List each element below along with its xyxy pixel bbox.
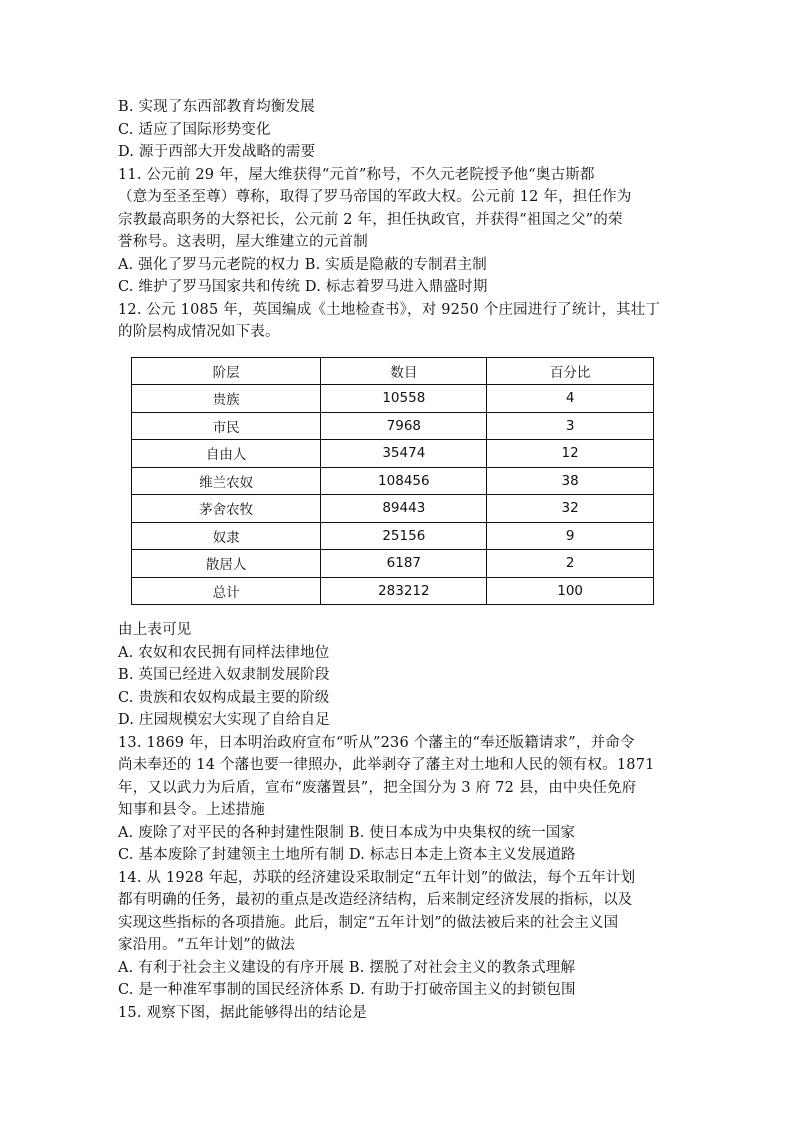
question-14-stem: 14. 从 1928 年起，苏联的经济建设采取制定“五年计划”的做法，每个五年计划 (118, 869, 636, 886)
table-cell: 9 (487, 522, 654, 550)
table-cell: 奴隶 (132, 522, 321, 550)
question-11-stem: 11. 公元前 29 年，屋大维获得“元首”称号，不久元老院授予他“奥古斯都 (118, 166, 595, 183)
question-12-stem: 12. 公元 1085 年，英国编成《土地检查书》，对 9250 个庄园进行了统计，其壮丁 (118, 301, 661, 318)
table-total-row (132, 577, 654, 605)
table-cell: 12 (487, 440, 654, 468)
table-cell: 7968 (321, 412, 487, 440)
option-line: A. 农奴和农民拥有同样法律地位 (118, 644, 330, 661)
table-cell: 10558 (321, 385, 487, 413)
question-15-stem: 15. 观察下图，据此能够得出的结论是 (118, 1004, 367, 1021)
option-line: C. 基本废除了封建领主土地所有制 D. 标志日本走上资本主义发展道路 (118, 847, 576, 863)
table-row (132, 467, 654, 495)
stratum-table-wrapper (131, 357, 654, 606)
text-line: C. 适应了国际形势变化 (118, 121, 271, 138)
table-row (132, 412, 654, 440)
table-cell: 283212 (321, 577, 487, 605)
option-line: B. 英国已经进入奴隶制发展阶段 (118, 667, 330, 683)
text-line: 尚未奉还的 14 个藩也要一律照办，此举剥夺了藩主对土地和人民的领有权。1871 (118, 757, 655, 773)
option-line: C. 贵族和农奴构成最主要的阶级 (118, 689, 330, 706)
text-block-top (118, 96, 698, 344)
text-line: A. 强化了罗马元老院的权力 B. 实质是隐蔽的专制君主制 (118, 256, 487, 273)
document-page (118, 96, 698, 1024)
table-cell: 32 (487, 495, 654, 523)
column-header: 阶层 (132, 357, 321, 385)
text-block-bottom (118, 619, 698, 1024)
text-line: B. 实现了东西部教育均衡发展 (118, 99, 315, 115)
text-line: C. 维护了罗马国家共和传统 D. 标志着罗马进入鼎盛时期 (118, 279, 488, 295)
option-line: D. 庄园规模宏大实现了自给自足 (118, 712, 331, 728)
text-line: 由上表可见 (118, 622, 192, 638)
table-row (132, 385, 654, 413)
table-cell: 贵族 (132, 385, 321, 413)
table-cell: 市民 (132, 412, 321, 440)
table-cell: 4 (487, 385, 654, 413)
text-line: 誉称号。这表明，屋大维建立的元首制 (118, 234, 368, 250)
text-line: 宗教最高职务的大祭祀长，公元前 2 年，担任执政官，并获得“祖国之父”的荣 (118, 211, 623, 228)
table-cell: 89443 (321, 495, 487, 523)
table-cell: 6187 (321, 550, 487, 578)
text-line: 年，又以武力为后盾，宣布“废藩置县”，把全国分为 3 府 72 县，由中央任免府 (118, 779, 637, 796)
question-13-stem: 13. 1869 年，日本明治政府宣布“听从”236 个藩主的“奉还版籍请求”，并命令 (118, 734, 635, 751)
text-line: （意为至圣至尊）尊称，取得了罗马帝国的军政大权。公元前 12 年，担任作为 (118, 189, 632, 205)
table-cell: 25156 (321, 522, 487, 550)
table-cell: 100 (487, 577, 654, 605)
table-cell: 自由人 (132, 440, 321, 468)
text-line: D. 源于西部大开发战略的需要 (118, 144, 316, 160)
option-line: A. 废除了对平民的各种封建性限制 B. 使日本成为中央集权的统一国家 (118, 824, 576, 841)
option-line: A. 有利于社会主义建设的有序开展 B. 摆脱了对社会主义的教条式理解 (118, 959, 576, 976)
table-cell: 108456 (321, 467, 487, 495)
table-cell: 维兰农奴 (132, 467, 321, 495)
table-row (132, 440, 654, 468)
text-line: 家沿用。“五年计划”的做法 (118, 937, 295, 953)
table-cell: 38 (487, 467, 654, 495)
text-line: 的阶层构成情况如下表。 (118, 324, 280, 340)
table-cell: 散居人 (132, 550, 321, 578)
table-row (132, 550, 654, 578)
table-cell: 2 (487, 550, 654, 578)
table-cell: 35474 (321, 440, 487, 468)
column-header: 百分比 (487, 357, 654, 385)
text-line: 知事和县令。上述措施 (118, 802, 265, 818)
table-cell: 茅舍农牧 (132, 495, 321, 523)
text-line: 实现这些指标的各项措施。此后，制定“五年计划”的做法被后来的社会主义国 (118, 914, 619, 931)
option-line: C. 是一种准军事制的国民经济体系 D. 有助于打破帝国主义的封锁包围 (118, 982, 576, 998)
table-row (132, 522, 654, 550)
table-cell: 3 (487, 412, 654, 440)
table-header-row (132, 357, 654, 385)
column-header: 数目 (321, 357, 487, 385)
table-row (132, 495, 654, 523)
text-line: 都有明确的任务，最初的重点是改造经济结构，后来制定经济发展的指标，以及 (118, 892, 633, 908)
stratum-table (131, 357, 654, 606)
table-cell: 总计 (132, 577, 321, 605)
